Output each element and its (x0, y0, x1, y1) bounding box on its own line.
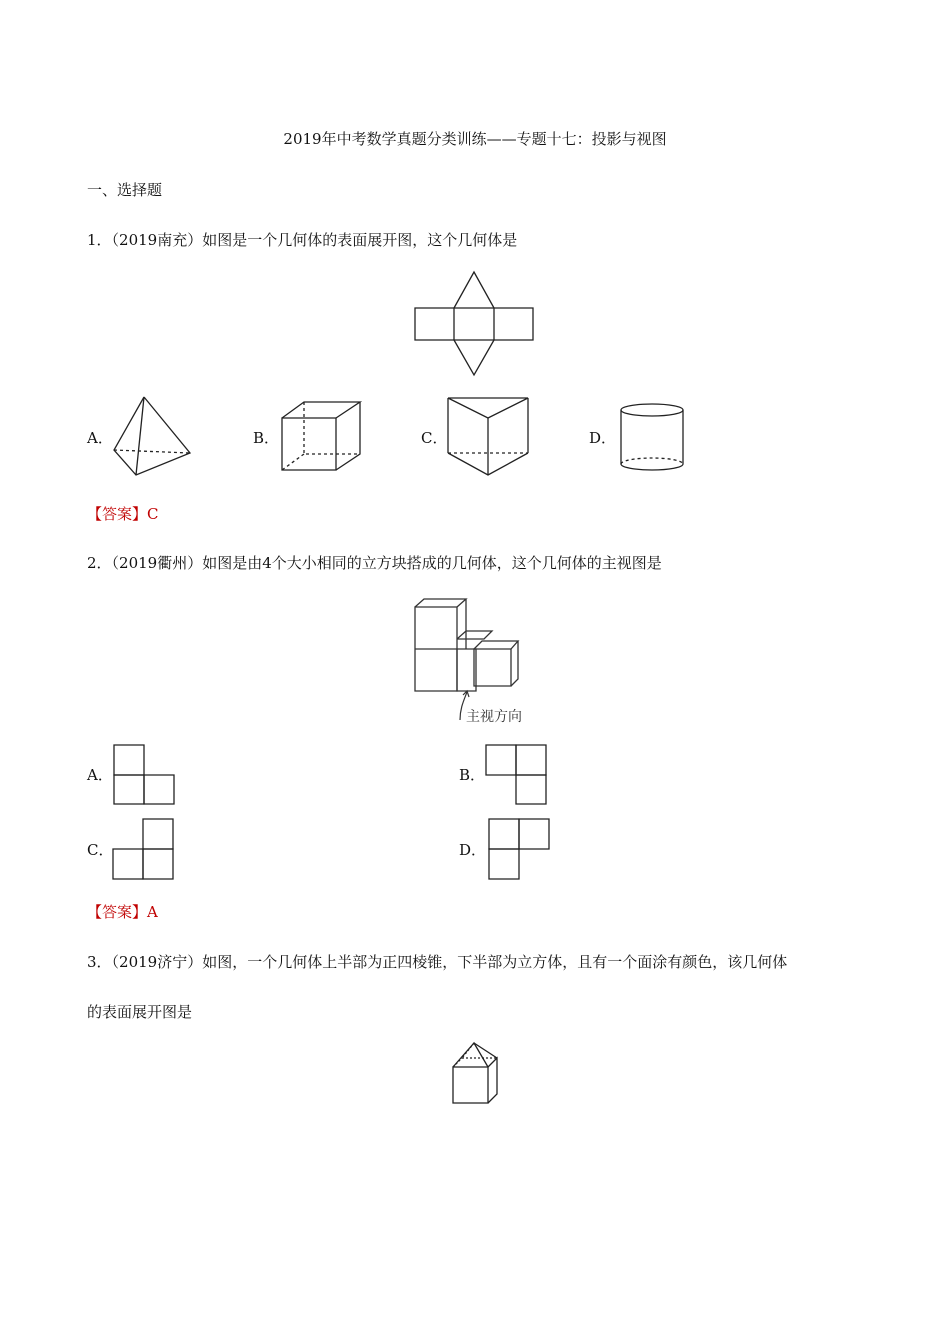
section-heading: 一、选择题 (87, 181, 163, 199)
q1-option-d-label: D． (589, 429, 617, 447)
q2-option-a-label: A． (87, 766, 113, 784)
q2-option-b-figure (485, 744, 549, 806)
q3-pyramid-cube-figure (448, 1040, 503, 1106)
q1-option-d-cylinder (617, 400, 689, 475)
question-3-stem-line2: 的表面展开图是 (87, 1003, 193, 1021)
page-title: 2019年中考数学真题分类训练——专题十七：投影与视图 (283, 130, 667, 148)
q1-option-c-label: C． (421, 429, 448, 447)
question-3-stem-line1: 3．（2019济宁）如图，一个几何体上半部为正四棱锥，下半部为立方体，且有一个面涂有颜色，该几何体 (87, 953, 788, 971)
q2-option-c-label: C． (87, 841, 114, 859)
q2-option-b-label: B． (459, 766, 486, 784)
q1-option-c-prism (445, 395, 535, 480)
q2-option-d-figure (488, 818, 552, 882)
q2-option-a-figure (113, 744, 177, 806)
q2-option-d-label: D． (459, 841, 487, 859)
q2-view-direction-label: 主视方向 (466, 709, 522, 725)
question-2-stem: 2．（2019衢州）如图是由4个大小相同的立方块搭成的几何体，这个几何体的主视图是 (87, 554, 662, 572)
q1-answer: 【答案】C (87, 505, 159, 523)
q2-option-c-figure (112, 818, 176, 882)
q1-option-a-label: A． (87, 429, 113, 447)
q2-cubes-figure (410, 595, 525, 695)
question-1-stem: 1．（2019南充）如图是一个几何体的表面展开图，这个几何体是 (87, 231, 518, 249)
q1-net-figure (410, 270, 540, 380)
q1-option-b-label: B． (253, 429, 280, 447)
q2-answer: 【答案】A (87, 903, 158, 921)
q1-option-b-cube (278, 398, 368, 478)
q1-option-a-tetrahedron (112, 395, 197, 480)
